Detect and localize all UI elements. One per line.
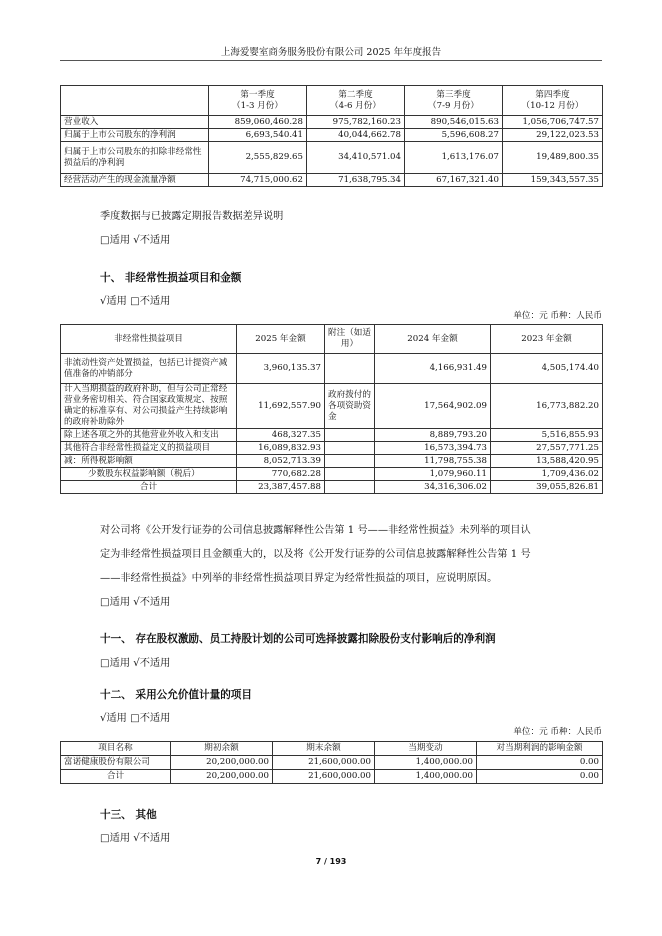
item-cell: 计入当期损益的政府补助，但与公司正常经营业务密切相关、符合国家政策规定、按照确定的标准享有、对公司损益产生持续影响的政府补助除外 — [61, 384, 237, 429]
section-11-options: □适用 √不适用 — [100, 658, 171, 669]
table-row — [61, 354, 603, 384]
fair-value-table — [60, 741, 603, 784]
table-cell: 975,782,160.23 — [307, 116, 405, 129]
table-cell: 2,555,829.65 — [209, 142, 307, 174]
note-cell — [325, 468, 375, 481]
section-12-title: 十二、 采用公允价值计量的项目 — [100, 689, 252, 701]
table-cell: 23,387,457.88 — [237, 481, 325, 494]
table-cell: 11,692,557.90 — [237, 384, 325, 429]
header-cell: 期初余额 — [171, 742, 273, 756]
table-row — [61, 468, 603, 481]
total-label: 合计 — [61, 770, 171, 784]
table-cell: 16,089,832.93 — [237, 442, 325, 455]
table-cell: 71,638,795.34 — [307, 174, 405, 187]
header-cell: 附注（如适用） — [325, 325, 375, 354]
section-10-title: 十、 非经常性损益项目和金额 — [100, 272, 242, 284]
page-number: 7 / 193 — [315, 857, 347, 866]
table-row — [61, 429, 603, 442]
note-cell: 政府拨付的各项资助资金 — [325, 384, 375, 429]
table-cell: 770,682.28 — [237, 468, 325, 481]
row-label: 归属于上市公司股东的净利润 — [61, 129, 209, 142]
note-cell — [325, 442, 375, 455]
table-row — [61, 116, 603, 129]
table-cell: 5,596,608.27 — [405, 129, 503, 142]
table-row — [61, 384, 603, 429]
header-cell-empty — [61, 86, 209, 116]
header-cell: 非经常性损益项目 — [61, 325, 237, 354]
row-label: 经营活动产生的现金流量净额 — [61, 174, 209, 187]
table-cell: 29,122,023.53 — [503, 129, 603, 142]
header-cell: 对当期利润的影响金额 — [477, 742, 603, 756]
table-cell: 3,960,135.37 — [237, 354, 325, 384]
total-label: 合计 — [61, 481, 237, 494]
table-cell: 16,573,394.73 — [375, 442, 491, 455]
section-10-para-options: □适用 √不适用 — [100, 597, 171, 608]
section-10-para-line-3: ——非经常性损益》中列举的非经常性损益项目界定为经常性损益的项目，应说明原因。 — [100, 573, 498, 584]
section-10-options: √适用 □不适用 — [100, 296, 171, 307]
section-13-options: □适用 √不适用 — [100, 833, 171, 844]
table-cell: 40,044,662.78 — [307, 129, 405, 142]
table-header-row — [61, 86, 603, 116]
table-cell: 1,079,960.11 — [375, 468, 491, 481]
table-row — [61, 756, 603, 770]
table-cell: 20,200,000.00 — [171, 770, 273, 784]
table-cell: 1,400,000.00 — [375, 770, 477, 784]
note-cell — [325, 481, 375, 494]
row-label: 营业收入 — [61, 116, 209, 129]
quarter-diff-note: 季度数据与已披露定期报告数据差异说明 — [100, 211, 284, 222]
page-header: 上海爱婴室商务服务股份有限公司 2025 年年度报告 — [220, 47, 442, 58]
table-cell: 159,343,557.35 — [503, 174, 603, 187]
table-cell: 0.00 — [477, 770, 603, 784]
section-12-options: √适用 □不适用 — [100, 713, 171, 724]
section-11-title: 十一、 存在股权激励、员工持股计划的公司可选择披露扣除股份支付影响后的净利润 — [100, 633, 496, 645]
table-total-row — [61, 481, 603, 494]
header-cell: 项目名称 — [61, 742, 171, 756]
item-cell: 非流动性资产处置损益，包括已计提资产减值准备的冲销部分 — [61, 354, 237, 384]
note-cell — [325, 354, 375, 384]
item-cell: 富诺健康股份有限公司 — [61, 756, 171, 770]
table-cell: 74,715,000.62 — [209, 174, 307, 187]
table-cell: 21,600,000.00 — [273, 770, 375, 784]
table-cell: 34,410,571.04 — [307, 142, 405, 174]
header-cell-q4: 第四季度 （10-12 月份） — [503, 86, 603, 116]
table-cell: 13,588,420.95 — [491, 455, 603, 468]
table-cell: 21,600,000.00 — [273, 756, 375, 770]
table-cell: 468,327.35 — [237, 429, 325, 442]
item-cell: 除上述各项之外的其他营业外收入和支出 — [61, 429, 237, 442]
quarterly-table — [60, 85, 603, 187]
table-cell: 1,709,436.02 — [491, 468, 603, 481]
table-cell: 890,546,015.63 — [405, 116, 503, 129]
table-total-row — [61, 770, 603, 784]
table-row — [61, 174, 603, 187]
table-cell: 5,516,855.93 — [491, 429, 603, 442]
table-row — [61, 129, 603, 142]
header-cell: 当期变动 — [375, 742, 477, 756]
table-cell: 19,489,800.35 — [503, 142, 603, 174]
item-cell: 减：所得税影响额 — [61, 455, 237, 468]
table-cell: 39,055,826.81 — [491, 481, 603, 494]
quarter-diff-options: □适用 √不适用 — [100, 235, 171, 246]
section-13-title: 十三、 其他 — [100, 809, 157, 821]
table-cell: 17,564,902.09 — [375, 384, 491, 429]
table-cell: 8,889,793.20 — [375, 429, 491, 442]
note-cell — [325, 455, 375, 468]
table-cell: 4,505,174.40 — [491, 354, 603, 384]
table-cell: 67,167,321.40 — [405, 174, 503, 187]
header-divider — [60, 60, 602, 61]
table-header-row — [61, 742, 603, 756]
item-cell: 少数股东权益影响额（税后） — [61, 468, 237, 481]
table-cell: 859,060,460.28 — [209, 116, 307, 129]
table-cell: 4,166,931.49 — [375, 354, 491, 384]
table-cell: 27,557,771.25 — [491, 442, 603, 455]
header-cell: 期末余额 — [273, 742, 375, 756]
section-12-unit: 单位：元 币种：人民币 — [513, 727, 602, 737]
header-cell-q3: 第三季度 （7-9 月份） — [405, 86, 503, 116]
section-10-para-line-2: 定为非经常性损益项目且金额重大的，以及将《公开发行证券的公司信息披露解释性公告第 1 号 — [100, 549, 531, 560]
header-cell: 2025 年金额 — [237, 325, 325, 354]
table-header-row — [61, 325, 603, 354]
table-cell: 34,316,306.02 — [375, 481, 491, 494]
header-cell: 2024 年金额 — [375, 325, 491, 354]
row-label: 归属于上市公司股东的扣除非经常性损益后的净利润 — [61, 142, 209, 174]
section-10-unit: 单位：元 币种：人民币 — [513, 311, 602, 321]
table-cell: 8,052,713.39 — [237, 455, 325, 468]
item-cell: 其他符合非经常性损益定义的损益项目 — [61, 442, 237, 455]
header-cell: 2023 年金额 — [491, 325, 603, 354]
section-10-para-line-1: 对公司将《公开发行证券的公司信息披露解释性公告第 1 号——非经常性损益》未列举的项目认 — [100, 525, 531, 536]
header-cell-q2: 第二季度 （4-6 月份） — [307, 86, 405, 116]
table-cell: 20,200,000.00 — [171, 756, 273, 770]
table-cell: 11,798,755.38 — [375, 455, 491, 468]
table-row — [61, 442, 603, 455]
table-cell: 1,400,000.00 — [375, 756, 477, 770]
note-cell — [325, 429, 375, 442]
table-row — [61, 142, 603, 174]
table-cell: 0.00 — [477, 756, 603, 770]
table-cell: 1,613,176.07 — [405, 142, 503, 174]
table-row — [61, 455, 603, 468]
table-cell: 1,056,706,747.57 — [503, 116, 603, 129]
header-cell-q1: 第一季度 （1-3 月份） — [209, 86, 307, 116]
table-cell: 16,773,882.20 — [491, 384, 603, 429]
non-recurring-table — [60, 324, 603, 494]
table-cell: 6,693,540.41 — [209, 129, 307, 142]
